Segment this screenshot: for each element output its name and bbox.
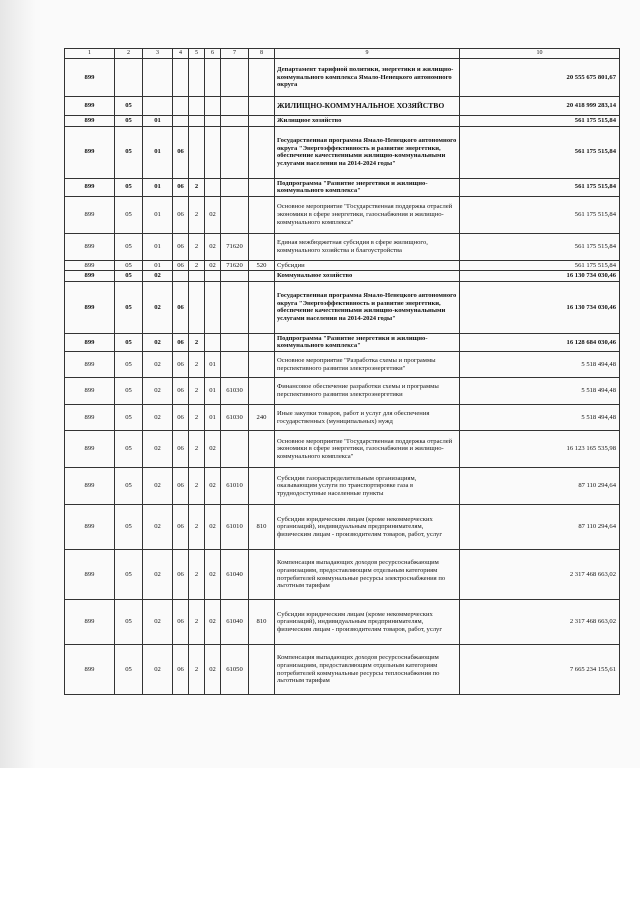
- code-section: 05: [115, 352, 143, 378]
- code-subsection: 02: [143, 431, 173, 468]
- amount: 16 123 165 535,98: [460, 431, 620, 468]
- code-section: 05: [115, 271, 143, 282]
- code-activity: [205, 116, 221, 127]
- code-subprogram: 2: [189, 645, 205, 695]
- amount: 5 518 494,48: [460, 352, 620, 378]
- blank-margin: [0, 768, 640, 905]
- code-program: 06: [173, 600, 189, 645]
- column-number: 8: [249, 49, 275, 59]
- code-activity: 02: [205, 550, 221, 600]
- item-name: Основное мероприятие "Разработка схемы и программы перспективного развития электроэнергетики": [275, 352, 460, 378]
- code-gov: 899: [65, 431, 115, 468]
- code-direction: [221, 352, 249, 378]
- amount: 20 418 999 283,14: [460, 97, 620, 116]
- code-subsection: 01: [143, 126, 173, 178]
- code-expense-type: [249, 468, 275, 505]
- code-program: 06: [173, 178, 189, 196]
- code-section: 05: [115, 196, 143, 233]
- code-activity: [205, 281, 221, 333]
- code-direction: 71620: [221, 260, 249, 271]
- code-program: [173, 271, 189, 282]
- code-gov: 899: [65, 178, 115, 196]
- item-name: Государственная программа Ямало-Ненецкого автономного округа "Энергоэффективность и развитие энергетики, обеспечение качественными жилищно-коммунальными услугами населения на 2014-2024 годы": [275, 126, 460, 178]
- code-expense-type: [249, 178, 275, 196]
- amount: 7 665 234 155,61: [460, 645, 620, 695]
- table-row: [65, 59, 620, 97]
- code-subsection: 02: [143, 352, 173, 378]
- column-number: 2: [115, 49, 143, 59]
- code-activity: [205, 271, 221, 282]
- column-number: 6: [205, 49, 221, 59]
- code-activity: 02: [205, 233, 221, 260]
- code-subprogram: 2: [189, 352, 205, 378]
- code-section: 05: [115, 233, 143, 260]
- code-gov: 899: [65, 378, 115, 405]
- table-row: [65, 260, 620, 271]
- code-program: 06: [173, 260, 189, 271]
- code-section: 05: [115, 405, 143, 431]
- code-section: [115, 59, 143, 97]
- code-subsection: [143, 97, 173, 116]
- table-row: [65, 178, 620, 196]
- item-name: Государственная программа Ямало-Ненецкого автономного округа "Энергоэффективность и развитие энергетики, обеспечение качественными жилищно-коммунальными услугами населения на 2014-2024 годы": [275, 281, 460, 333]
- code-subprogram: 2: [189, 378, 205, 405]
- item-name: Субсидии юридическим лицам (кроме некоммерческих организаций), индивидуальным предпринимателям, физическим лицам - производителям товаров, работ, услуг: [275, 600, 460, 645]
- code-section: 05: [115, 178, 143, 196]
- code-program: 06: [173, 352, 189, 378]
- code-section: 05: [115, 600, 143, 645]
- code-direction: [221, 59, 249, 97]
- code-activity: [205, 97, 221, 116]
- code-expense-type: [249, 431, 275, 468]
- code-program: 06: [173, 505, 189, 550]
- table-row: [65, 233, 620, 260]
- item-name: Основное мероприятие "Государственная поддержка отраслей экономики в сфере энергетики, газоснабжения и жилищно-коммунального комплекса": [275, 431, 460, 468]
- code-subsection: 01: [143, 116, 173, 127]
- code-gov: 899: [65, 600, 115, 645]
- table-row: [65, 550, 620, 600]
- code-section: 05: [115, 126, 143, 178]
- code-expense-type: 240: [249, 405, 275, 431]
- table-row: [65, 505, 620, 550]
- code-gov: 899: [65, 405, 115, 431]
- code-activity: 01: [205, 405, 221, 431]
- code-expense-type: [249, 378, 275, 405]
- item-name: Жилищное хозяйство: [275, 116, 460, 127]
- code-gov: 899: [65, 116, 115, 127]
- code-gov: 899: [65, 281, 115, 333]
- budget-table: [64, 48, 620, 695]
- code-expense-type: [249, 281, 275, 333]
- amount: 561 175 515,84: [460, 126, 620, 178]
- code-expense-type: [249, 97, 275, 116]
- table-row: [65, 97, 620, 116]
- code-program: 06: [173, 550, 189, 600]
- column-number: 9: [275, 49, 460, 59]
- item-name: Субсидии газораспределительным организациям, оказывающим услуги по транспортировке газа в труднодоступные населенные пункты: [275, 468, 460, 505]
- code-subsection: 02: [143, 505, 173, 550]
- code-expense-type: 520: [249, 260, 275, 271]
- code-subsection: [143, 59, 173, 97]
- amount: 2 317 468 663,02: [460, 550, 620, 600]
- code-subsection: 01: [143, 233, 173, 260]
- item-name: Подпрограмма "Развитие энергетики и жилищно-коммунального комплекса": [275, 333, 460, 351]
- code-program: 06: [173, 645, 189, 695]
- column-number: 3: [143, 49, 173, 59]
- amount: 16 130 734 030,46: [460, 281, 620, 333]
- code-activity: 01: [205, 378, 221, 405]
- code-direction: [221, 116, 249, 127]
- code-gov: 899: [65, 196, 115, 233]
- code-section: 05: [115, 468, 143, 505]
- item-name: Компенсация выпадающих доходов ресурсоснабжающим организациям, предоставляющим отдельным категориям потребителей коммунальные ресурсы электроснабжения по льготным тарифам: [275, 550, 460, 600]
- code-gov: 899: [65, 352, 115, 378]
- item-name: Основное мероприятие "Государственная поддержка отраслей экономики в сфере энергетики, газоснабжения и жилищно-коммунального комплекса": [275, 196, 460, 233]
- code-subsection: 02: [143, 645, 173, 695]
- item-name: Коммунальное хозяйство: [275, 271, 460, 282]
- code-activity: 02: [205, 431, 221, 468]
- code-gov: 899: [65, 333, 115, 351]
- code-program: [173, 97, 189, 116]
- code-section: 05: [115, 281, 143, 333]
- item-name: ЖИЛИЩНО-КОММУНАЛЬНОЕ ХОЗЯЙСТВО: [275, 97, 460, 116]
- item-name: Финансовое обеспечение разработки схемы и программы перспективного развития электроэнергетики: [275, 378, 460, 405]
- table-row: [65, 333, 620, 351]
- table-row: [65, 271, 620, 282]
- code-section: 05: [115, 97, 143, 116]
- code-activity: 02: [205, 196, 221, 233]
- amount: 20 555 675 801,67: [460, 59, 620, 97]
- table-row: [65, 405, 620, 431]
- code-direction: 61030: [221, 378, 249, 405]
- code-program: 06: [173, 333, 189, 351]
- code-direction: 61040: [221, 550, 249, 600]
- amount: 87 110 294,64: [460, 505, 620, 550]
- item-name: Единая межбюджетная субсидия в сфере жилищного, коммунального хозяйства и благоустройства: [275, 233, 460, 260]
- amount: 561 175 515,84: [460, 260, 620, 271]
- table-row: [65, 281, 620, 333]
- code-section: 05: [115, 431, 143, 468]
- code-direction: 61050: [221, 645, 249, 695]
- amount: 5 518 494,48: [460, 405, 620, 431]
- code-subprogram: 2: [189, 600, 205, 645]
- code-expense-type: [249, 196, 275, 233]
- code-expense-type: [249, 233, 275, 260]
- code-gov: 899: [65, 126, 115, 178]
- table-row: [65, 468, 620, 505]
- column-number: 4: [173, 49, 189, 59]
- code-direction: 61010: [221, 468, 249, 505]
- code-subprogram: [189, 97, 205, 116]
- code-expense-type: [249, 271, 275, 282]
- code-program: 06: [173, 233, 189, 260]
- amount: 561 175 515,84: [460, 196, 620, 233]
- code-expense-type: 810: [249, 600, 275, 645]
- code-activity: [205, 178, 221, 196]
- code-subsection: 02: [143, 271, 173, 282]
- amount: 16 130 734 030,46: [460, 271, 620, 282]
- code-subsection: 02: [143, 378, 173, 405]
- code-section: 05: [115, 116, 143, 127]
- item-name: Субсидии юридическим лицам (кроме некоммерческих организаций), индивидуальным предпринимателям, физическим лицам - производителям товаров, работ, услуг: [275, 505, 460, 550]
- table-row: [65, 431, 620, 468]
- code-activity: [205, 333, 221, 351]
- code-program: 06: [173, 405, 189, 431]
- code-expense-type: 810: [249, 505, 275, 550]
- code-gov: 899: [65, 468, 115, 505]
- code-subprogram: 2: [189, 405, 205, 431]
- amount: 2 317 468 663,02: [460, 600, 620, 645]
- code-direction: [221, 271, 249, 282]
- code-section: 05: [115, 645, 143, 695]
- code-subprogram: 2: [189, 196, 205, 233]
- code-subprogram: 2: [189, 333, 205, 351]
- code-section: 05: [115, 378, 143, 405]
- amount: 87 110 294,64: [460, 468, 620, 505]
- column-number: 5: [189, 49, 205, 59]
- code-gov: 899: [65, 505, 115, 550]
- item-name: Подпрограмма "Развитие энергетики и жилищно-коммунального комплекса": [275, 178, 460, 196]
- column-number: 10: [460, 49, 620, 59]
- code-section: 05: [115, 505, 143, 550]
- code-subprogram: 2: [189, 233, 205, 260]
- code-expense-type: [249, 116, 275, 127]
- code-subprogram: 2: [189, 260, 205, 271]
- code-expense-type: [249, 126, 275, 178]
- code-subsection: 02: [143, 468, 173, 505]
- code-subprogram: 2: [189, 468, 205, 505]
- amount: 16 128 684 030,46: [460, 333, 620, 351]
- code-expense-type: [249, 59, 275, 97]
- table-row: [65, 600, 620, 645]
- column-number: 7: [221, 49, 249, 59]
- code-direction: [221, 281, 249, 333]
- code-program: 06: [173, 431, 189, 468]
- code-subprogram: [189, 271, 205, 282]
- code-section: 05: [115, 333, 143, 351]
- code-subprogram: 2: [189, 550, 205, 600]
- code-gov: 899: [65, 260, 115, 271]
- code-subsection: 02: [143, 600, 173, 645]
- table-row: [65, 352, 620, 378]
- code-activity: [205, 126, 221, 178]
- page-edge-shadow: [0, 0, 36, 768]
- code-subprogram: 2: [189, 431, 205, 468]
- code-direction: [221, 178, 249, 196]
- code-direction: [221, 333, 249, 351]
- code-program: 06: [173, 378, 189, 405]
- code-subsection: 02: [143, 550, 173, 600]
- column-number-row: [65, 49, 620, 59]
- table-row: [65, 378, 620, 405]
- code-direction: 61030: [221, 405, 249, 431]
- item-name: Департамент тарифной политики, энергетики и жилищно-коммунального комплекса Ямало-Ненецкого автономного округа: [275, 59, 460, 97]
- code-subsection: 01: [143, 196, 173, 233]
- item-name: Компенсация выпадающих доходов ресурсоснабжающим организациям, предоставляющим отдельным категориям потребителей коммунальные ресурсы теплоснабжения по льготным тарифам: [275, 645, 460, 695]
- code-direction: 71620: [221, 233, 249, 260]
- code-subsection: 02: [143, 281, 173, 333]
- code-gov: 899: [65, 271, 115, 282]
- amount: 561 175 515,84: [460, 116, 620, 127]
- code-activity: [205, 59, 221, 97]
- code-activity: 02: [205, 600, 221, 645]
- code-subsection: 01: [143, 260, 173, 271]
- code-subprogram: 2: [189, 178, 205, 196]
- amount: 561 175 515,84: [460, 233, 620, 260]
- code-expense-type: [249, 333, 275, 351]
- code-activity: 02: [205, 505, 221, 550]
- code-program: 06: [173, 126, 189, 178]
- code-subprogram: [189, 116, 205, 127]
- code-activity: 02: [205, 260, 221, 271]
- code-direction: 61010: [221, 505, 249, 550]
- code-subsection: 02: [143, 405, 173, 431]
- code-subprogram: [189, 126, 205, 178]
- code-expense-type: [249, 352, 275, 378]
- table-row: [65, 196, 620, 233]
- code-gov: 899: [65, 59, 115, 97]
- code-gov: 899: [65, 97, 115, 116]
- code-gov: 899: [65, 233, 115, 260]
- code-direction: [221, 431, 249, 468]
- code-activity: 01: [205, 352, 221, 378]
- table-row: [65, 645, 620, 695]
- code-subsection: 01: [143, 178, 173, 196]
- code-program: [173, 59, 189, 97]
- code-direction: [221, 126, 249, 178]
- code-subprogram: [189, 281, 205, 333]
- item-name: Субсидии: [275, 260, 460, 271]
- code-expense-type: [249, 645, 275, 695]
- code-subprogram: 2: [189, 505, 205, 550]
- code-program: [173, 116, 189, 127]
- code-gov: 899: [65, 645, 115, 695]
- code-expense-type: [249, 550, 275, 600]
- code-activity: 02: [205, 645, 221, 695]
- table-row: [65, 126, 620, 178]
- code-direction: [221, 196, 249, 233]
- code-program: 06: [173, 196, 189, 233]
- item-name: Иные закупки товаров, работ и услуг для обеспечения государственных (муниципальных) нужд: [275, 405, 460, 431]
- code-activity: 02: [205, 468, 221, 505]
- code-section: 05: [115, 550, 143, 600]
- code-subsection: 02: [143, 333, 173, 351]
- code-program: 06: [173, 281, 189, 333]
- code-gov: 899: [65, 550, 115, 600]
- table-row: [65, 116, 620, 127]
- code-direction: 61040: [221, 600, 249, 645]
- code-subprogram: [189, 59, 205, 97]
- code-program: 06: [173, 468, 189, 505]
- amount: 5 518 494,48: [460, 378, 620, 405]
- code-direction: [221, 97, 249, 116]
- column-number: 1: [65, 49, 115, 59]
- amount: 561 175 515,84: [460, 178, 620, 196]
- code-section: 05: [115, 260, 143, 271]
